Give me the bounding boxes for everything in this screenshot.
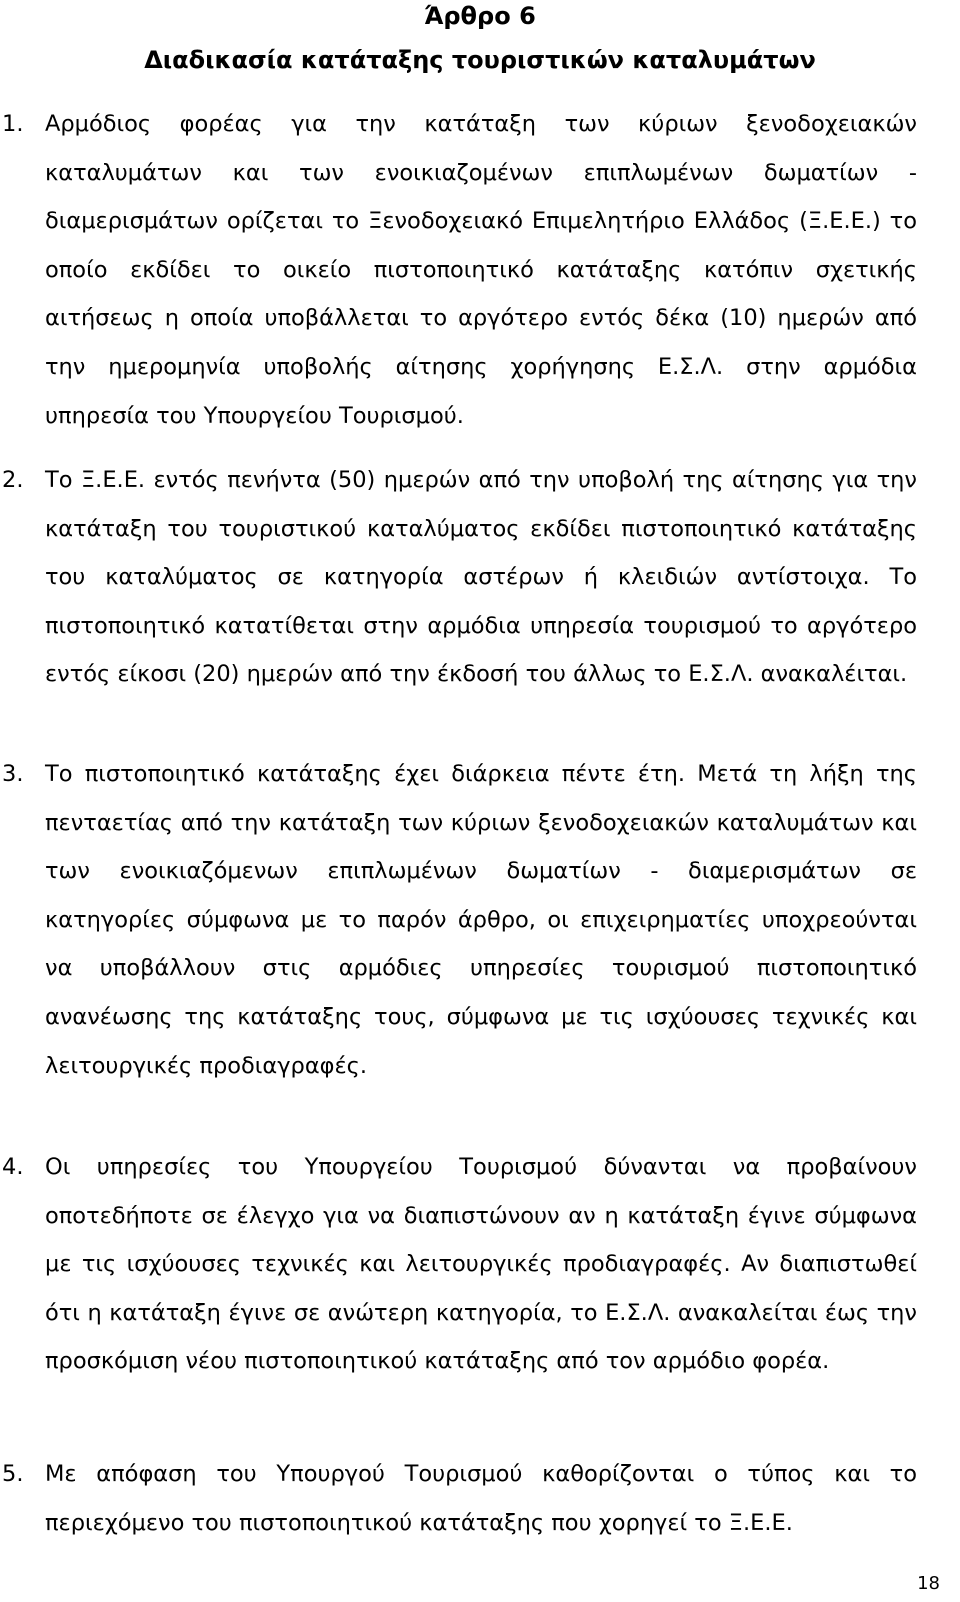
paragraph-number: 3. [2,761,24,787]
paragraph-number: 5. [2,1461,24,1487]
paragraph-1 [2,100,917,440]
paragraph-2 [2,456,917,699]
paragraph-3 [2,750,917,1090]
page-number: 18 [917,1573,940,1594]
paragraph-text: Με απόφαση του Υπουργού Τουρισμού καθορίζονται ο τύπος και το περιεχόμενο του πιστοποιητικού κατάταξης που χορηγεί το Ξ.Ε.Ε. [45,1461,917,1536]
paragraph-number: 4. [2,1154,24,1180]
article-heading: Άρθρο 6 [424,2,536,30]
paragraph-text: Το Ξ.Ε.Ε. εντός πενήντα (50) ημερών από την υποβολή της αίτησης για την κατάταξη του τουριστικού καταλύματος εκδίδει πιστοποιητικό κατάταξης του καταλύματος σε κατηγορία αστέρων ή κλειδιών αντίστοιχα. Το πιστοποιητικό κατατίθεται στην αρμόδια υπηρεσία τουρισμού το αργότερο εντός είκοσι (20) ημερών από την έκδοσή του άλλως το Ε.Σ.Λ. ανακαλέιται. [45,467,917,688]
paragraph-number: 2. [2,467,24,493]
article-subheading: Διαδικασία κατάταξης τουριστικών καταλυμάτων [144,46,816,74]
paragraph-text: Οι υπηρεσίες του Υπουργείου Τουρισμού δύνανται να προβαίνουν οποτεδήποτε σε έλεγχο για να διαπιστώνουν αν η κατάταξη έγινε σύμφωνα με τις ισχύουσες τεχνικές και λειτουργικές προδιαγραφές. Αν διαπιστωθεί ότι η κατάταξη έγινε σε ανώτερη κατηγορία, το Ε.Σ.Λ. ανακαλείται έως την προσκόμιση νέου πιστοποιητικού κατάταξης από τον αρμόδιο φορέα. [45,1154,917,1375]
paragraph-text: Το πιστοποιητικό κατάταξης έχει διάρκεια πέντε έτη. Μετά τη λήξη της πενταετίας από την κατάταξη των κύριων ξενοδοχειακών καταλυμάτων και των ενοικιαζόμενων επιπλωμένων δωματίων - διαμερισμάτων σε κατηγορίες σύμφωνα με το παρόν άρθρο, οι επιχειρηματίες υποχρεούνται να υποβάλλουν στις αρμόδιες υπηρεσίες τουρισμού πιστοποιητικό ανανέωσης της κατάταξης τους, σύμφωνα με τις ισχύουσες τεχνικές και λειτουργικές προδιαγραφές. [45,761,917,1079]
paragraph-number: 1. [2,111,24,137]
paragraph-4 [2,1143,917,1386]
paragraph-5 [2,1450,917,1547]
paragraph-text: Αρμόδιος φορέας για την κατάταξη των κύριων ξενοδοχειακών καταλυμάτων και των ενοικιαζομένων επιπλωμένων δωματίων - διαμερισμάτων ορίζεται το Ξενοδοχειακό Επιμελητήριο Ελλάδος (Ξ.Ε.Ε.) το οποίο εκδίδει το οικείο πιστοποιητικό κατάταξης κατόπιν σχετικής αιτήσεως η οποία υποβάλλεται το αργότερο εντός δέκα (10) ημερών από την ημερομηνία υποβολής αίτησης χορήγησης Ε.Σ.Λ. στην αρμόδια υπηρεσία του Υπουργείου Τουρισμού. [45,111,917,429]
